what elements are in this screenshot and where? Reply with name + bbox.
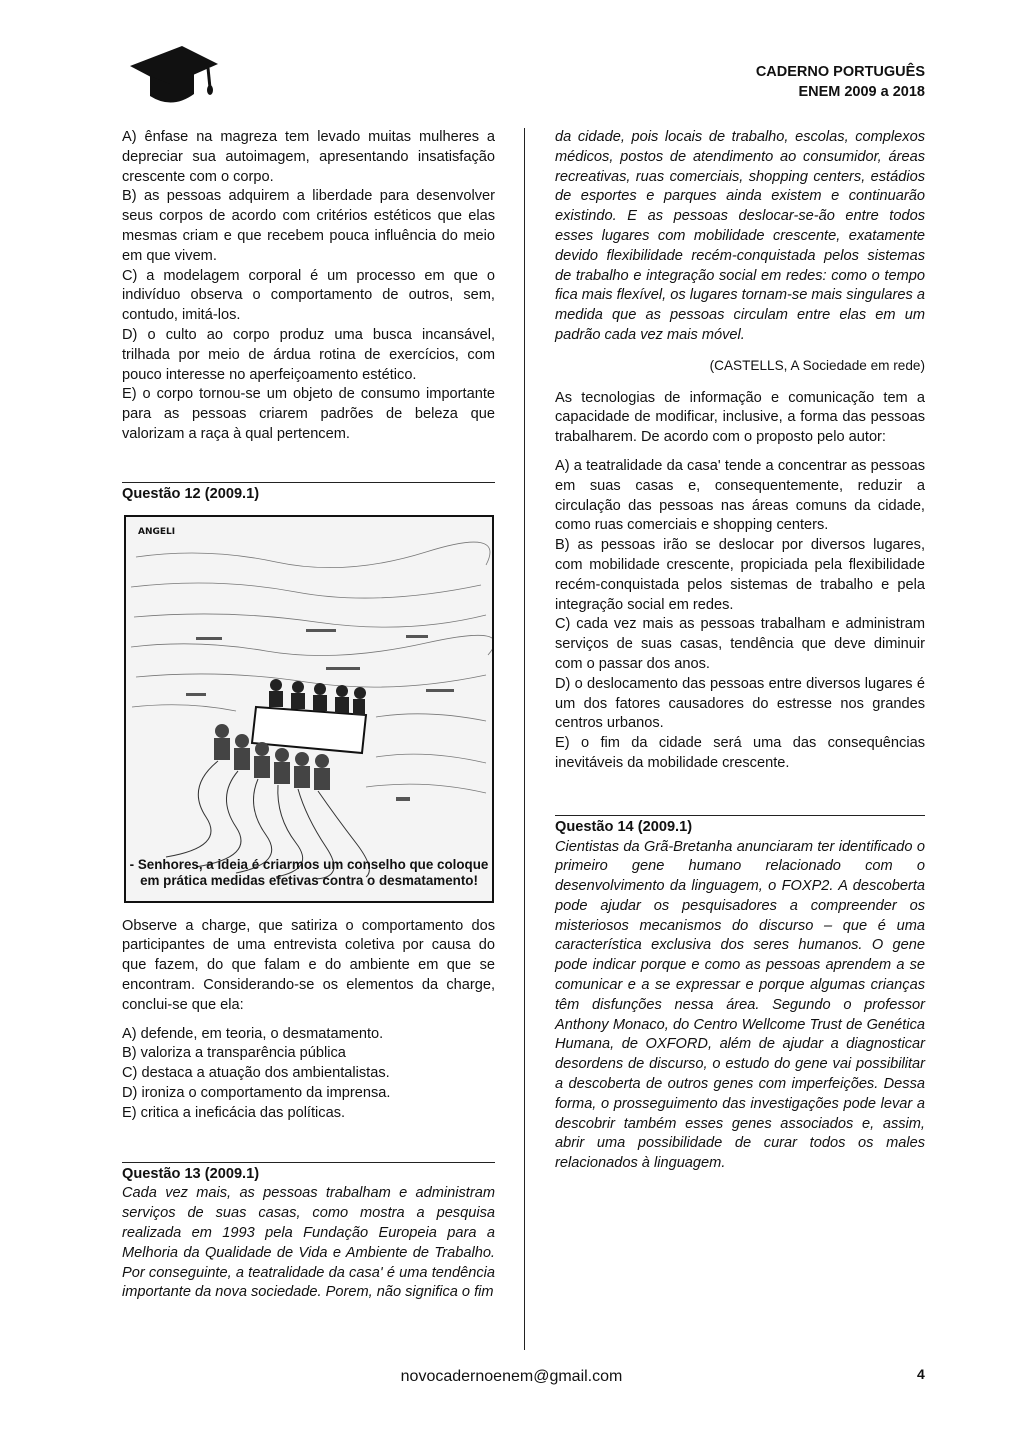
page-number: 4 — [917, 1366, 925, 1382]
option-d: D) o deslocamento das pessoas entre diversos lugares é um dos fatores causadores do estresse nos grandes centros urbanos. — [555, 675, 925, 732]
column-divider — [524, 128, 525, 1350]
header-subtitle: ENEM 2009 a 2018 — [798, 84, 925, 100]
option-b: B) valoriza a transparência pública — [122, 1045, 346, 1062]
option-c: C) a modelagem corporal é um processo em que o indivíduo observa o comportamento de outros, sem, contudo, imitá-los. — [122, 267, 495, 324]
question-12-prompt: Observe a charge, que satiriza o comportamento dos participantes de uma entrevista coletiva por causa do que fazem, do que falam e do ambiente em que se encontram. Considerando-se os elementos da charge, conclui-se que ela: — [122, 917, 495, 1013]
question-12 — [122, 482, 495, 1124]
question-14-text: Cientistas da Grã-Bretanha anunciaram ter identificado o primeiro gene humano relacionado com o desenvolvimento da linguagem, o FOXP2. A descoberta pode ajudar os pesquisadores a compreender os misteriosos mecanismos do discurso – que é uma característica exclusiva dos seres humanos. O gene pode indicar porque e como as pessoas aprendem a se comunicar e a se expressar e porque algumas crianças têm disfunções nessa área. Segundo o professor Anthony Monaco, do Centro Wellcome Trust de Genética Humana, de OXFORD, além de ajudar a diagnosticar desordens de discurso, o estudo do gene vai possibilitar a descoberta de outros genes com imperfeições. Dessa forma, o prosseguimento das investigações pode levar a descobrir também esses genes associados e, assim, abrir uma possibilidade de curar todos os males relacionados à linguagem. — [555, 838, 925, 1172]
option-e: E) o corpo tornou-se um objeto de consumo importante para as pessoas criarem padrões de beleza que valorizam a raça à qual pertencem. — [122, 386, 495, 442]
question-13-text: Cada vez mais, as pessoas trabalham e administram serviços de suas casas, como mostra a pesquisa realizada em 1993 pela Fundação Europeia para a Melhoria da Qualidade de Vida e Ambiente de Trabalho. Por conseguinte, a teatralidade da casa' é uma tendência importante da nova sociedade. Porem, não significa o fim — [122, 1185, 495, 1301]
option-a: A) ênfase na magreza tem levado muitas mulheres a depreciar sua autoimagem, apresentando insatisfação crescente com o corpo. — [122, 129, 495, 185]
document-header — [756, 62, 925, 102]
question-13 — [122, 1162, 495, 1304]
question-13-prompt: As tecnologias de informação e comunicação tem a capacidade de modificar, inclusive, a forma das pessoas trabalharem. De acordo com o proposto pelo autor: — [555, 389, 925, 446]
option-c: C) cada vez mais as pessoas trabalham e administram serviços de suas casas, tendência que deve diminuir com o passar dos anos. — [555, 616, 925, 672]
cartoon-caption: - Senhores, a ideia é criarmos um conselho que coloque em prática medidas efetivas contra o desmatamento! — [129, 856, 489, 888]
cartoon-signature: ANGELI — [138, 526, 176, 537]
question-14-title: Questão 14 (2009.1) — [555, 818, 693, 835]
graduation-cap-icon — [126, 40, 222, 106]
option-c: C) destaca a atuação dos ambientalistas. — [122, 1065, 390, 1082]
question-13-options — [555, 457, 925, 774]
option-d: D) o culto ao corpo produz uma busca incansável, trilhada por meio de árdua rotina de exercícios, com pouco interesse no aperfeiçoamento estético. — [122, 326, 495, 383]
option-a: A) a teatralidade da casa' tende a concentrar as pessoas em suas casas e, consequentemente, reduzir a circulação das pessoas nas áreas comuns da cidade, como ruas comerciais e shopping centers. — [555, 457, 925, 534]
option-b: B) as pessoas irão se deslocar por diversos lugares, com mobilidade crescente, propiciada pela flexibilidade recém-conquistada pelos sistemas de trabalho e pela integração social em redes. — [555, 537, 925, 613]
question-12-title: Questão 12 (2009.1) — [122, 485, 260, 502]
question-13-text-continued: da cidade, pois locais de trabalho, escolas, complexos médicos, postos de atendimento ao consumidor, áreas recreativas, ruas comerciais, shopping centers, estádios de esportes e parques ainda existem e continuarão existindo. E as pessoas deslocar-se-ão entre todos esses lugares com mobilidade crescente, exatamente devido flexibilidade recém-conquistada pelos sistemas de trabalho e integração social em redes: como o tempo fica mais flexível, os lugares tornam-se mais singulares a medida que as pessoas circulam entre elas em um padrão cada vez mais móvel. — [555, 129, 925, 343]
question-14 — [555, 815, 925, 1174]
option-e: E) o fim da cidade será uma das consequências inevitáveis da mobilidade crescente. — [555, 735, 925, 771]
option-e: E) critica a ineficácia das políticas. — [122, 1104, 346, 1121]
cartoon-image — [124, 515, 494, 903]
question-12-options — [122, 1025, 495, 1124]
option-b: B) as pessoas adquirem a liberdade para desenvolver seus corpos de acordo com critérios estéticos que elas mesmas criam e que recebem pouca influência do meio em que vivem. — [122, 188, 495, 264]
left-column — [122, 128, 495, 1303]
previous-question-options — [122, 128, 495, 445]
footer-email: novocadernoenem@gmail.com — [400, 1368, 623, 1385]
source-citation: (CASTELLS, A Sociedade em rede) — [709, 357, 925, 373]
header-title: CADERNO PORTUGUÊS — [755, 64, 925, 80]
cartoon-drawing — [126, 517, 492, 901]
right-column — [555, 128, 925, 1174]
option-d: D) ironiza o comportamento da imprensa. — [122, 1084, 391, 1101]
option-a: A) defende, em teoria, o desmatamento. — [122, 1025, 384, 1042]
question-13-title: Questão 13 (2009.1) — [122, 1165, 260, 1182]
